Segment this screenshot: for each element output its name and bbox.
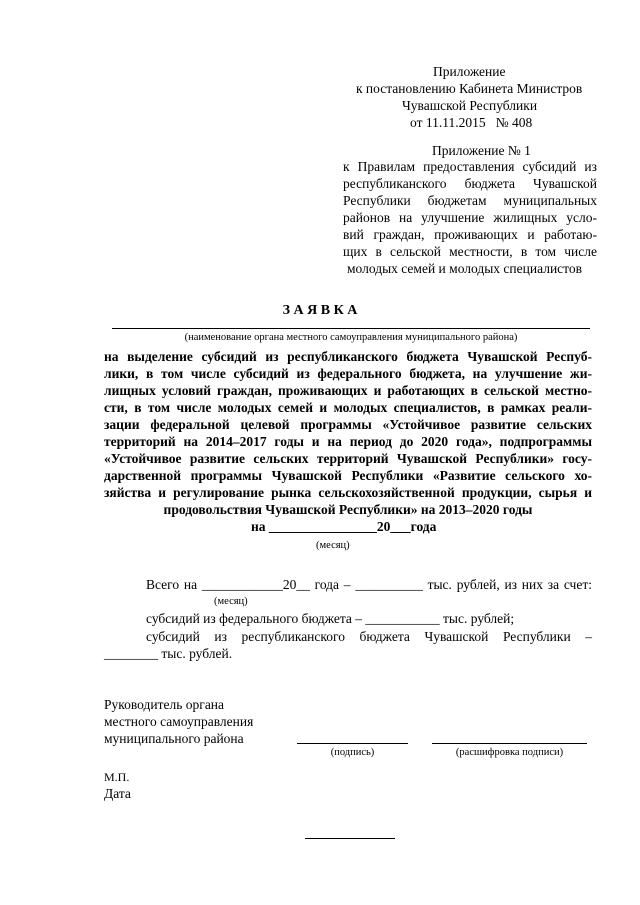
federal-subsidy-line: субсидий из федерального бюджета – ___________ тыс. рублей; bbox=[146, 611, 515, 626]
totals-month-caption: (месяц) bbox=[214, 596, 248, 607]
appendix-1-line: республиканского бюджета Чувашской bbox=[343, 176, 597, 191]
appendix-1-title: Приложение № 1 bbox=[432, 143, 531, 158]
org-name-caption: (наименование органа местного самоуправления муниципального района) bbox=[184, 332, 518, 343]
signature-decode-line bbox=[432, 743, 587, 744]
signatory-role-line2: местного самоуправления bbox=[104, 714, 254, 729]
request-body-line: сти, в том числе молодых семей и молодых специалистов, в рамках реали- bbox=[104, 400, 592, 415]
appendix-1-line: вий граждан, проживающих и работаю- bbox=[343, 227, 597, 242]
document-title: З А Я В К А bbox=[282, 303, 358, 318]
appendix-header-line4: от 11.11.2015 № 408 bbox=[410, 115, 533, 130]
request-body-line: зации федеральной целевой программы «Устойчивое развитие сельских bbox=[104, 417, 592, 432]
request-body-line: дарственной программы Чувашской Республики «Развитие сельского хо- bbox=[104, 468, 592, 483]
signatory-role-line3: муниципального района bbox=[104, 731, 244, 746]
appendix-header-line3: Чувашской Республики bbox=[402, 98, 538, 113]
appendix-1-line: молодых семей и молодых специалистов bbox=[347, 261, 583, 276]
republic-subsidy-continuation: ________ тыс. рублей. bbox=[104, 646, 233, 661]
org-name-line bbox=[112, 328, 590, 329]
appendix-header-line2: к постановлению Кабинета Министров bbox=[356, 81, 583, 96]
request-date-line: на ________________20___года bbox=[251, 519, 437, 534]
signature-caption: (подпись) bbox=[330, 747, 375, 758]
appendix-1-line: районов на улучшение жилищных усло- bbox=[343, 210, 597, 225]
totals-line: Всего на ____________20__ года – __________ тыс. рублей, из них за счет: bbox=[146, 577, 592, 592]
request-body-line: лики, в том числе субсидий из федерального бюджета, на улучшение жи- bbox=[104, 366, 592, 381]
request-body-last-line: продовольствия Чувашской Республики» на 2013–2020 годы bbox=[163, 502, 533, 517]
appendix-1-line: Республики бюджетам муниципальных bbox=[343, 193, 597, 208]
appendix-1-line: щих в сельской местности, в том числе bbox=[343, 244, 597, 259]
appendix-header-line1: Приложение bbox=[433, 64, 506, 79]
footer-separator-line bbox=[305, 838, 395, 839]
signature-decode-caption: (расшифровка подписи) bbox=[455, 747, 564, 758]
stamp-label: М.П. bbox=[104, 770, 130, 784]
republic-subsidy-line: субсидий из республиканского бюджета Чувашской Республики – bbox=[146, 629, 592, 644]
request-month-caption: (месяц) bbox=[316, 540, 350, 551]
request-body-line: территорий на 2014–2017 годы и на период до 2020 года», подпрограммы bbox=[104, 434, 592, 449]
request-body-line: лищных условий граждан, проживающих и работающих в сельской местно- bbox=[104, 383, 592, 398]
request-body-line: на выделение субсидий из республиканского бюджета Чувашской Респуб- bbox=[104, 349, 592, 364]
signature-line bbox=[297, 743, 408, 744]
date-label: Дата bbox=[104, 786, 131, 801]
request-body-line: зяйства и регулирование рынка сельскохозяйственной продукции, сырья и bbox=[104, 485, 592, 500]
signatory-role-line1: Руководитель органа bbox=[104, 697, 225, 712]
appendix-1-line: к Правилам предоставления субсидий из bbox=[343, 159, 597, 174]
request-body-line: «Устойчивое развитие сельских территорий Чувашской Республики» госу- bbox=[104, 451, 592, 466]
